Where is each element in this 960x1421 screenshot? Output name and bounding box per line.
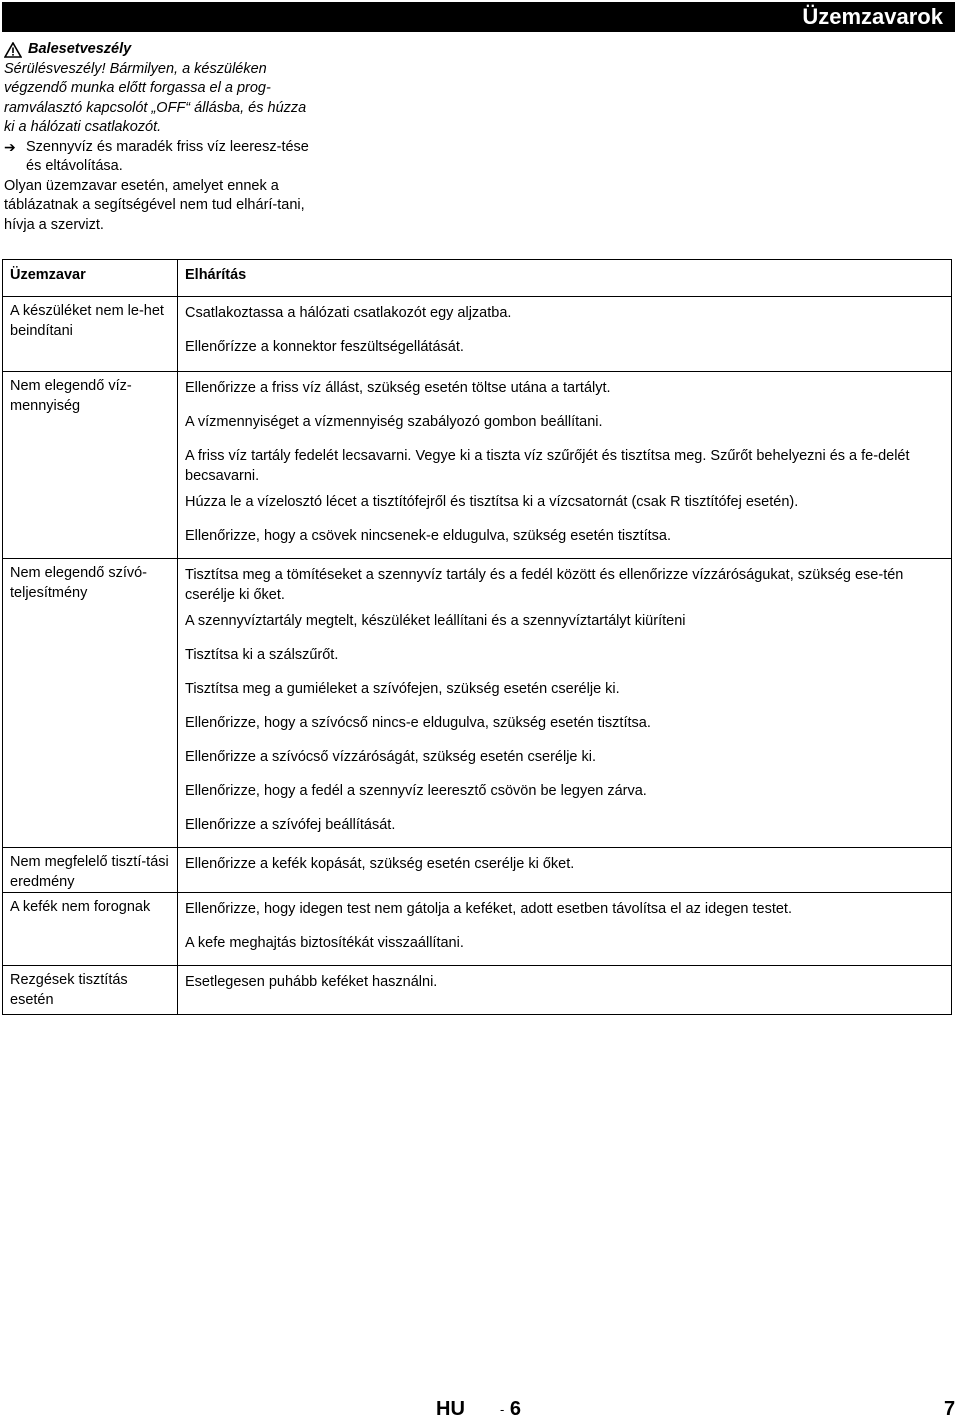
remedy-item: Ellenőrizze, hogy a fedél a szennyvíz leeresztő csövön be legyen zárva. <box>185 783 647 799</box>
warning-bullet <box>4 138 314 177</box>
remedy-item: Ellenőrizze a kefék kopását, szükség esetén cserélje ki őket. <box>185 856 575 872</box>
warning-note: Olyan üzemzavar esetén, amelyet ennek a táblázatnak a segítségével nem tud elhárí-tani, hívja a szervizt. <box>4 177 305 233</box>
warning-bullet-text: Szennyvíz és maradék friss víz leeresz-tése és eltávolítása. <box>26 138 309 174</box>
fault-cell: A kefék nem forognak <box>3 893 178 966</box>
remedy-cell <box>178 297 952 372</box>
remedy-cell <box>178 559 952 848</box>
remedy-cell <box>178 966 952 1015</box>
warning-heading-text: Balesetveszély <box>28 41 132 57</box>
remedy-item: A friss víz tartály fedelét lecsavarni. Vegye ki a tiszta víz szűrőjét és tisztítsa meg. Szűrőt behelyezni és a fe-delét becsavarni. <box>185 448 910 484</box>
arrow-right-icon: ➔ <box>4 138 16 155</box>
remedy-item: Ellenőrizze a szívófej beállítását. <box>185 817 396 833</box>
table-row <box>3 559 952 848</box>
language-code: HU <box>436 1398 465 1420</box>
table-row <box>3 848 952 893</box>
fault-cell: Rezgések tisztítás esetén <box>3 966 178 1015</box>
remedy-item: Ellenőrizze, hogy idegen test nem gátolja a keféket, adott esetben távolítsa el az idegen testet. <box>185 901 792 917</box>
warning-block <box>4 40 314 235</box>
remedy-item: Esetlegesen puhább keféket használni. <box>185 974 438 990</box>
table-row <box>3 966 952 1015</box>
page-title: Üzemzavarok <box>802 4 943 29</box>
remedy-item: Ellenőrízze a konnektor feszültségellátását. <box>185 339 464 355</box>
warning-text: Sérülésveszély! Bármilyen, a készüléken végzendő munka előtt forgassa el a prog-ramválasztó kapcsolót „OFF“ állásba, és húzza ki a hálózati csatlakozót. <box>4 60 307 135</box>
header-remedy: Elhárítás <box>178 260 952 297</box>
remedy-item: Ellenőrizze, hogy a szívócső nincs-e eldugulva, szükség esetén tisztítsa. <box>185 715 651 731</box>
table-header-row <box>3 260 952 297</box>
remedy-cell <box>178 893 952 966</box>
header-fault: Üzemzavar <box>3 260 178 297</box>
page-number: 7 <box>944 1398 956 1420</box>
fault-table-body <box>3 297 952 1015</box>
local-page: - 6 <box>500 1398 522 1420</box>
fault-table <box>2 259 952 1015</box>
remedy-item: A szennyvíztartály megtelt, készüléket leállítani és a szennyvíztartályt kiüríteni <box>185 613 686 629</box>
remedy-item: A vízmennyiséget a vízmennyiség szabályozó gombon beállítani. <box>185 414 603 430</box>
remedy-cell <box>178 372 952 559</box>
remedy-item: A kefe meghajtás biztosítékát visszaállítani. <box>185 935 464 951</box>
fault-cell: Nem elegendő szívó-teljesítmény <box>3 559 178 848</box>
table-row <box>3 297 952 372</box>
warning-heading <box>4 40 314 60</box>
page-footer <box>0 1398 960 1420</box>
remedy-item: Húzza le a vízelosztó lécet a tisztítófejről és tisztítsa ki a vízcsatornát (csak R tisztítófej esetén). <box>185 494 799 510</box>
remedy-item: Ellenőrizze a szívócső vízzáróságát, szükség esetén cserélje ki. <box>185 749 597 765</box>
fault-cell: A készüléket nem le-het beindítani <box>3 297 178 372</box>
fault-cell: Nem megfelelő tisztí-tási eredmény <box>3 848 178 893</box>
header-bar <box>2 2 955 32</box>
fault-cell: Nem elegendő víz-mennyiség <box>3 372 178 559</box>
remedy-item: Tisztítsa meg a tömítéseket a szennyvíz tartály és a fedél között és ellenőrizze vízzáróságukat, szükség ese-tén cserélje ki őket. <box>185 567 904 603</box>
remedy-item: Csatlakoztassa a hálózati csatlakozót egy aljzatba. <box>185 305 512 321</box>
remedy-item: Tisztítsa meg a gumiéleket a szívófejen, szükség esetén cserélje ki. <box>185 681 620 697</box>
remedy-item: Ellenőrizze, hogy a csövek nincsenek-e eldugulva, szükség esetén tisztítsa. <box>185 528 672 544</box>
warning-triangle-icon <box>4 42 22 58</box>
remedy-item: Ellenőrizze a friss víz állást, szükség esetén töltse utána a tartályt. <box>185 380 611 396</box>
table-row <box>3 372 952 559</box>
table-row <box>3 893 952 966</box>
remedy-item: Tisztítsa ki a szálszűrőt. <box>185 647 339 663</box>
remedy-cell <box>178 848 952 893</box>
